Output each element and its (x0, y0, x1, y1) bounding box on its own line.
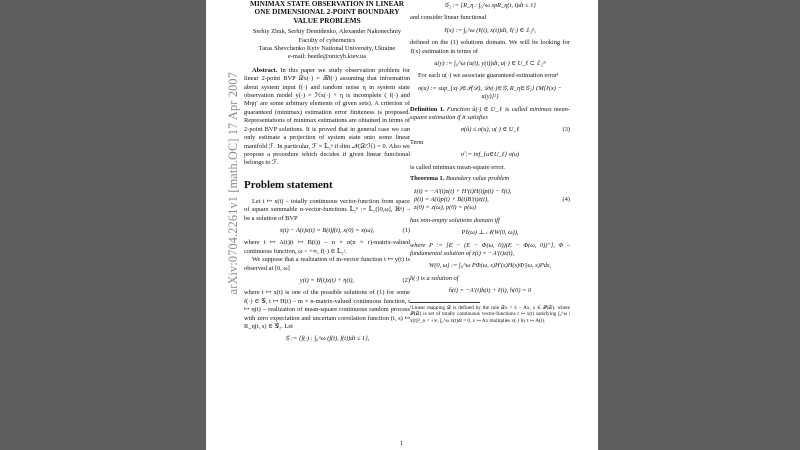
equation-h: ḣ(t) = −A′(t)h(t) + ℓ(t), h(0) = 0 (448, 287, 532, 295)
right-paragraph-2: defined on the (1) solutions domain. We will be looking for ℓ(x) estimation in terms of (410, 39, 570, 55)
author-email: e-mail: beetle@unicyb.kiev.ua (287, 53, 367, 61)
left-column (244, 0, 410, 348)
right-paragraph-8: h(·) is a solution of (410, 274, 459, 282)
left-paragraph-1: Let t ↦ x(t) – totally continuous vector-function from space of square summable n-vector-functions 𝕃₂ⁿ := 𝕃₂([0,ω], ℝⁿ) – be a solution of BVP (244, 197, 410, 222)
equation-3-number: (3) (562, 126, 570, 134)
definition-text: Function û(·) ∈ U_ℓ is called minimax mean-square estimation if it satisfies (410, 105, 570, 122)
equation-2-body: y(t) = H(t)x(t) + η(t), (299, 276, 355, 284)
arxiv-stamp: arXiv:0704.2261v1 [math.OC] 17 Apr 2007 (226, 72, 240, 295)
right-paragraph-3: For each u(·) we associate guaranteed estimation error¹ (418, 72, 559, 80)
equation-orthogonality: Pℓ(ω) ⊥ 𝒩(W(0, ω)), (461, 229, 519, 237)
affiliation-faculty: Faculty of cybernetics (298, 36, 356, 44)
equation-set-g2: 𝒢₂ := {R_η : ∫₀^ω spR_η(t, t)dt ≤ 1} (444, 2, 536, 9)
footnote: ¹Linear mapping 𝒟 is defined by the rule 𝒟x = ẋ − Ax, x ∈ 𝒫(𝒟), where 𝒫(𝒟) is set of totally continuous vector-functions t ↦ x(t) satisfying ∫₀^ω |ẋ(t)|²_n < +∞, ∫₀^ω ẋ(t)dt = 0, x ↦ Ax multiplies x(·) by t ↦ A(t). (410, 304, 570, 324)
left-paragraph-2: where t ↦ A(t)(t ↦ B(t)) – n × n(n × r)-matrix-valued continuous function, ω < +∞, f(·) ∈ 𝕃₂ʳ. (244, 239, 410, 255)
section-title: Problem statement (244, 178, 333, 191)
equation-3-body: σ(û) ≤ σ(u), u(·) ∈ U_ℓ (460, 126, 520, 134)
equation-4-system (410, 188, 570, 213)
equation-1-body: ẋ(t) − A(t)x(t) = B(t)f(t), x(0) = x(ω), (279, 226, 375, 234)
system-line-1: ż(t) = −A′(t)z(t) + H′(t)H(t)p(t) − ℓ(t), (414, 187, 512, 195)
equation-estimation: u(y) := ∫₀^ω (u(t), y(t))dt, u(·) ∈ U_ℓ ⊂ 𝕃₂ᵐ (434, 60, 546, 68)
authors: Serhiy Zhuk, Serhiy Demidenko, Alexander Nakonechniy (252, 28, 402, 36)
equation-2 (244, 277, 410, 285)
right-paragraph-6: has non-empty solutions domain iff (410, 216, 500, 224)
definition-label: Definition 1. (410, 105, 445, 113)
affiliation-university: Taras Shevchenko Kyiv National University, Ukraine (258, 45, 396, 53)
paper-title: MINIMAX STATE OBSERVATION IN LINEAR ONE DIMENSIONAL 2-POINT BOUNDARY VALUE PROBLEMS (249, 0, 405, 25)
equation-1-number: (1) (402, 226, 410, 234)
right-paragraph-5: is called minimax mean-square error. (410, 163, 505, 171)
left-paragraph-4: where t ↦ x(t) is one of the possible solutions of (1) for some f(·) ∈ 𝒢, t ↦ H(t) – m × n-matrix-valued continuous function, t ↦ η(t) – realization of mean-square continuous random process with zero expectation and uncertain correlation function (t, s) ↦ R_η(t, s) ∈ 𝒢₂. Let (244, 289, 410, 330)
equation-4-number: (4) (562, 195, 570, 203)
theorem-1 (410, 175, 570, 183)
right-paragraph-1: and consider linear functional (410, 14, 487, 22)
equation-3 (410, 126, 570, 134)
equation-minimax-error: σ̂ := inf_{u∈U_ℓ} σ(u) (460, 151, 520, 159)
right-paragraph-4: Term (410, 138, 424, 146)
right-paragraph-7: where P := [E − (E − Φ(ω, 0))(E − Φ(ω, 0))⁺], Φ – fundamental solution of ż(t) = −A′(t)z(t), (410, 241, 570, 257)
abstract (244, 67, 410, 168)
definition-1 (410, 106, 570, 123)
system-line-3: z(0) = z(ω), p(0) = p(ω) (414, 204, 477, 212)
theorem-text: Boundary value problem (445, 175, 510, 183)
left-paragraph-3: We suppose that a realization of m-vector function t ↦ y(t) is observed at [0, ω] (244, 256, 410, 272)
equation-error: σ(u) := sup_{x(·)∈𝒫(𝒟), 𝒟x(·)∈𝒢, R_η∈𝒢₂} {M[ℓ(x) − u(y)]²} (418, 84, 562, 101)
page-number: 1 (400, 440, 404, 447)
abstract-label: Abstract. (252, 66, 278, 74)
equation-2-number: (2) (402, 276, 410, 284)
equation-functional: ℓ(x) := ∫₀^ω (ℓ(t), x(t))dt, ℓ(·) ∈ 𝕃₂ⁿ, (444, 26, 536, 34)
equation-1 (244, 227, 410, 235)
theorem-label: Theorema 1. (410, 175, 445, 183)
equation-set-g: 𝒢 := {f(·) : ∫₀^ω (f(t), f(t))dt ≤ 1}, (284, 335, 370, 343)
equation-gramian: W(0, ω) := ∫₀^ω PΦ(ω, s)H′(s)H(s)Φ′(ω, s)Pds, (428, 262, 552, 270)
abstract-text: In this paper we study observation problem for linear 2-point BVP 𝒟x(·) = ℬf(·) assuming that information about system input f(·) and random noise η in system state observation model y(·) = ℋx(·) + η is incomplete ( f(·) and Mηη′ are some arbitrary elements of given sets). A criterion of guaranteed (minimax) estimation error finiteness is proposed. Representations of minimax estimations are obtained in terms of 2-point BVP solutions. It is proved that in general case we can only estimate a projection of system state onto some linear manifold ℱ. In particular, ℱ = 𝕃₂ⁿ if dim 𝒩(𝒟/ℋ) = 0. Also we propose a procedure which decides if given linear functional belongs to ℱ. (244, 66, 410, 167)
right-column (410, 0, 570, 324)
system-line-2: ṗ(t) = A(t)p(t) + B(t)B′(t)z(t), (414, 195, 489, 203)
